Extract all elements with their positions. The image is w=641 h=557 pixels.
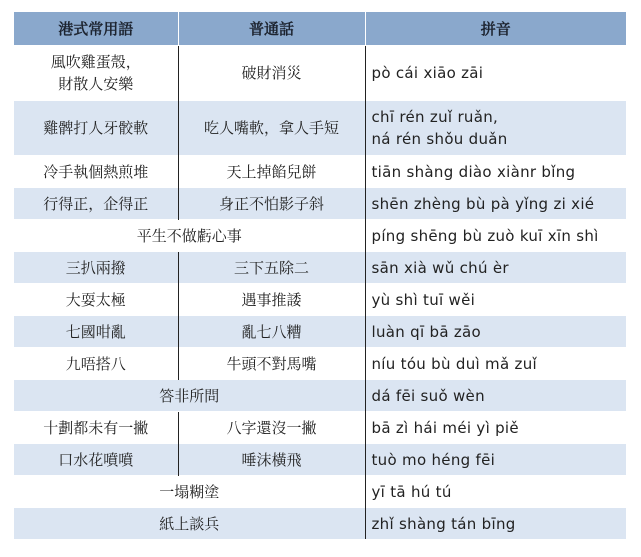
pinyin-line: chī rén zuǐ ruǎn, ná rén shǒu duǎn	[371, 108, 508, 148]
cantonese-cell: 三扒兩撥	[14, 252, 178, 284]
pinyin-cell: tuò mo héng fēi	[365, 444, 626, 476]
expressions-table	[14, 12, 626, 539]
pinyin-cell	[365, 101, 626, 156]
pinyin-cell: píng shēng bù zuò kuī xīn shì	[365, 220, 626, 252]
table-row	[14, 380, 626, 412]
cantonese-cell: 十劃都未有一撇	[14, 412, 178, 444]
table-row	[14, 46, 626, 101]
table-row	[14, 156, 626, 188]
merged-expression-cell: 一塌糊塗	[14, 476, 365, 508]
pinyin-cell: shēn zhèng bù pà yǐng zi xié	[365, 188, 626, 220]
mandarin-cell: 破財消災	[178, 46, 365, 101]
pinyin-cell: níu tóu bù duì mǎ zuǐ	[365, 348, 626, 380]
cantonese-cell: 九唔搭八	[14, 348, 178, 380]
mandarin-cell: 亂七八糟	[178, 316, 365, 348]
cantonese-cell: 口水花噴噴	[14, 444, 178, 476]
pinyin-cell: yī tā hú tú	[365, 476, 626, 508]
cantonese-cell: 冷手執個熱煎堆	[14, 156, 178, 188]
table-row	[14, 444, 626, 476]
mandarin-cell: 天上掉餡兒餅	[178, 156, 365, 188]
table-row	[14, 508, 626, 540]
mandarin-cell: 遇事推諉	[178, 284, 365, 316]
cantonese-cell: 行得正，企得正	[14, 188, 178, 220]
cantonese-cell: 雞髀打人牙骹軟	[14, 101, 178, 156]
table-row	[14, 348, 626, 380]
table-row	[14, 101, 626, 156]
pinyin-cell: zhǐ shàng tán bīng	[365, 508, 626, 540]
mandarin-cell: 牛頭不對馬嘴	[178, 348, 365, 380]
table-row	[14, 412, 626, 444]
table-row	[14, 476, 626, 508]
pinyin-cell: luàn qī bā zāo	[365, 316, 626, 348]
header-mandarin: 普通話	[178, 12, 365, 46]
mandarin-cell: 身正不怕影子斜	[178, 188, 365, 220]
merged-expression-cell: 紙上談兵	[14, 508, 365, 540]
cantonese-cell	[14, 46, 178, 101]
pinyin-cell: sān xià wǔ chú èr	[365, 252, 626, 284]
cantonese-line: 風吹雞蛋殼， 財散人安樂	[50, 53, 141, 93]
pinyin-cell: tiān shàng diào xiànr bǐng	[365, 156, 626, 188]
table-row	[14, 188, 626, 220]
pinyin-cell: dá fēi suǒ wèn	[365, 380, 626, 412]
pinyin-cell: pò cái xiāo zāi	[365, 46, 626, 101]
cantonese-cell: 七國咁亂	[14, 316, 178, 348]
pinyin-cell: yù shì tuī wěi	[365, 284, 626, 316]
merged-expression-cell: 答非所問	[14, 380, 365, 412]
merged-expression-cell: 平生不做虧心事	[14, 220, 365, 252]
table-row	[14, 220, 626, 252]
mandarin-cell: 唾沫橫飛	[178, 444, 365, 476]
mandarin-cell: 吃人嘴軟，拿人手短	[178, 101, 365, 156]
mandarin-cell: 三下五除二	[178, 252, 365, 284]
pinyin-cell: bā zì hái méi yì piě	[365, 412, 626, 444]
header-row	[14, 12, 626, 46]
header-pinyin: 拼音	[365, 12, 626, 46]
cantonese-cell: 大耍太極	[14, 284, 178, 316]
header-cantonese: 港式常用語	[14, 12, 178, 46]
table-row	[14, 252, 626, 284]
table-row	[14, 316, 626, 348]
mandarin-cell: 八字還沒一撇	[178, 412, 365, 444]
table-row	[14, 284, 626, 316]
